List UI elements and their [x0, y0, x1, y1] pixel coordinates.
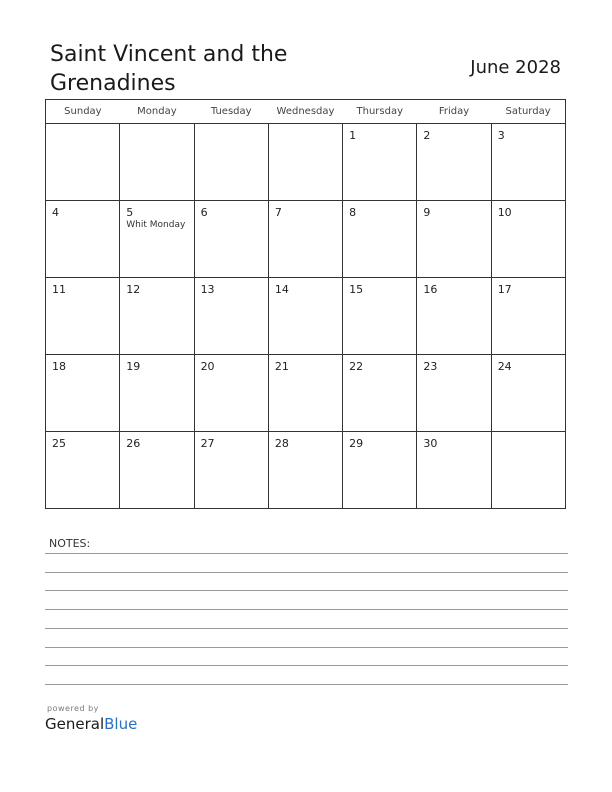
day-cell [120, 124, 194, 201]
day-number: 18 [52, 360, 66, 373]
note-line [45, 572, 568, 573]
note-line [45, 647, 568, 648]
day-cell [268, 278, 342, 355]
brand-blue: Blue [104, 715, 138, 733]
day-number: 7 [274, 206, 282, 219]
day-cell [268, 432, 342, 509]
day-cell [120, 355, 194, 432]
day-number: 3 [497, 129, 505, 142]
day-number: 2 [423, 129, 431, 142]
day-cell [417, 201, 491, 278]
day-cell [417, 278, 491, 355]
calendar-grid [45, 99, 566, 509]
day-cell [417, 355, 491, 432]
day-number: 24 [497, 360, 512, 373]
day-cell [120, 201, 194, 278]
day-cell [194, 124, 268, 201]
note-line [45, 590, 568, 591]
day-cell [46, 278, 120, 355]
day-number [120, 124, 193, 129]
day-number: 15 [349, 283, 364, 296]
day-number: 6 [200, 206, 208, 219]
day-number: 28 [274, 437, 289, 450]
day-cell [491, 124, 565, 201]
day-number: 26 [126, 437, 141, 450]
day-cell [194, 355, 268, 432]
week-row [46, 278, 566, 355]
day-cell [343, 432, 417, 509]
day-cell [120, 432, 194, 509]
notes-label: NOTES: [49, 537, 91, 550]
weekday-header: Tuesday [194, 100, 268, 124]
day-number: 10 [497, 206, 512, 219]
day-number: 17 [497, 283, 512, 296]
day-cell [417, 432, 491, 509]
day-cell [343, 201, 417, 278]
day-cell [268, 124, 342, 201]
brand-general: General [45, 715, 105, 733]
day-cell [46, 124, 120, 201]
generalblue-logo[interactable] [45, 704, 137, 734]
day-number: 23 [423, 360, 438, 373]
day-number: 4 [52, 206, 59, 219]
week-row [46, 124, 566, 201]
note-line [45, 609, 568, 610]
day-cell [46, 355, 120, 432]
day-number: 22 [349, 360, 364, 373]
day-number: 29 [349, 437, 364, 450]
day-cell [194, 432, 268, 509]
day-cell [46, 432, 120, 509]
day-cell [491, 355, 565, 432]
day-cell [343, 278, 417, 355]
day-cell [46, 201, 120, 278]
week-row [46, 432, 566, 509]
day-number: 5 [126, 206, 134, 219]
note-line [45, 628, 568, 629]
weekday-header: Wednesday [268, 100, 342, 124]
day-number: 25 [52, 437, 66, 450]
holiday-label: Whit Monday [126, 220, 186, 230]
day-cell [491, 432, 565, 509]
page-title: Saint Vincent and the Grenadines [50, 42, 288, 96]
weekday-header: Sunday [46, 100, 120, 124]
day-number: 21 [274, 360, 289, 373]
day-number: 27 [200, 437, 215, 450]
day-cell [491, 278, 565, 355]
day-cell [491, 201, 565, 278]
day-number [195, 124, 268, 129]
week-row [46, 201, 566, 278]
note-line [45, 684, 568, 685]
day-number: 14 [274, 283, 289, 296]
day-cell [343, 355, 417, 432]
weekday-header: Friday [417, 100, 491, 124]
note-line [45, 665, 568, 666]
day-number [492, 432, 565, 437]
day-number: 11 [52, 283, 66, 296]
powered-by-text: powered by [47, 704, 99, 713]
weekday-header: Thursday [343, 100, 417, 124]
day-number: 19 [126, 360, 141, 373]
day-number: 16 [423, 283, 438, 296]
day-number: 20 [200, 360, 215, 373]
day-number: 8 [349, 206, 357, 219]
weekday-header: Saturday [491, 100, 565, 124]
day-cell [268, 201, 342, 278]
weekday-header-row [46, 100, 566, 124]
brand-name [45, 714, 137, 734]
day-cell [194, 201, 268, 278]
day-number: 9 [423, 206, 431, 219]
day-number: 12 [126, 283, 141, 296]
day-cell [417, 124, 491, 201]
day-cell [343, 124, 417, 201]
day-number: 1 [349, 129, 357, 142]
day-number: 30 [423, 437, 438, 450]
day-cell [268, 355, 342, 432]
day-cell [120, 278, 194, 355]
day-number: 13 [200, 283, 215, 296]
note-line [45, 553, 568, 554]
week-row [46, 355, 566, 432]
weekday-header: Monday [120, 100, 194, 124]
day-number [46, 124, 119, 129]
month-year-label: June 2028 [470, 57, 561, 78]
day-cell [194, 278, 268, 355]
day-number [269, 124, 342, 129]
